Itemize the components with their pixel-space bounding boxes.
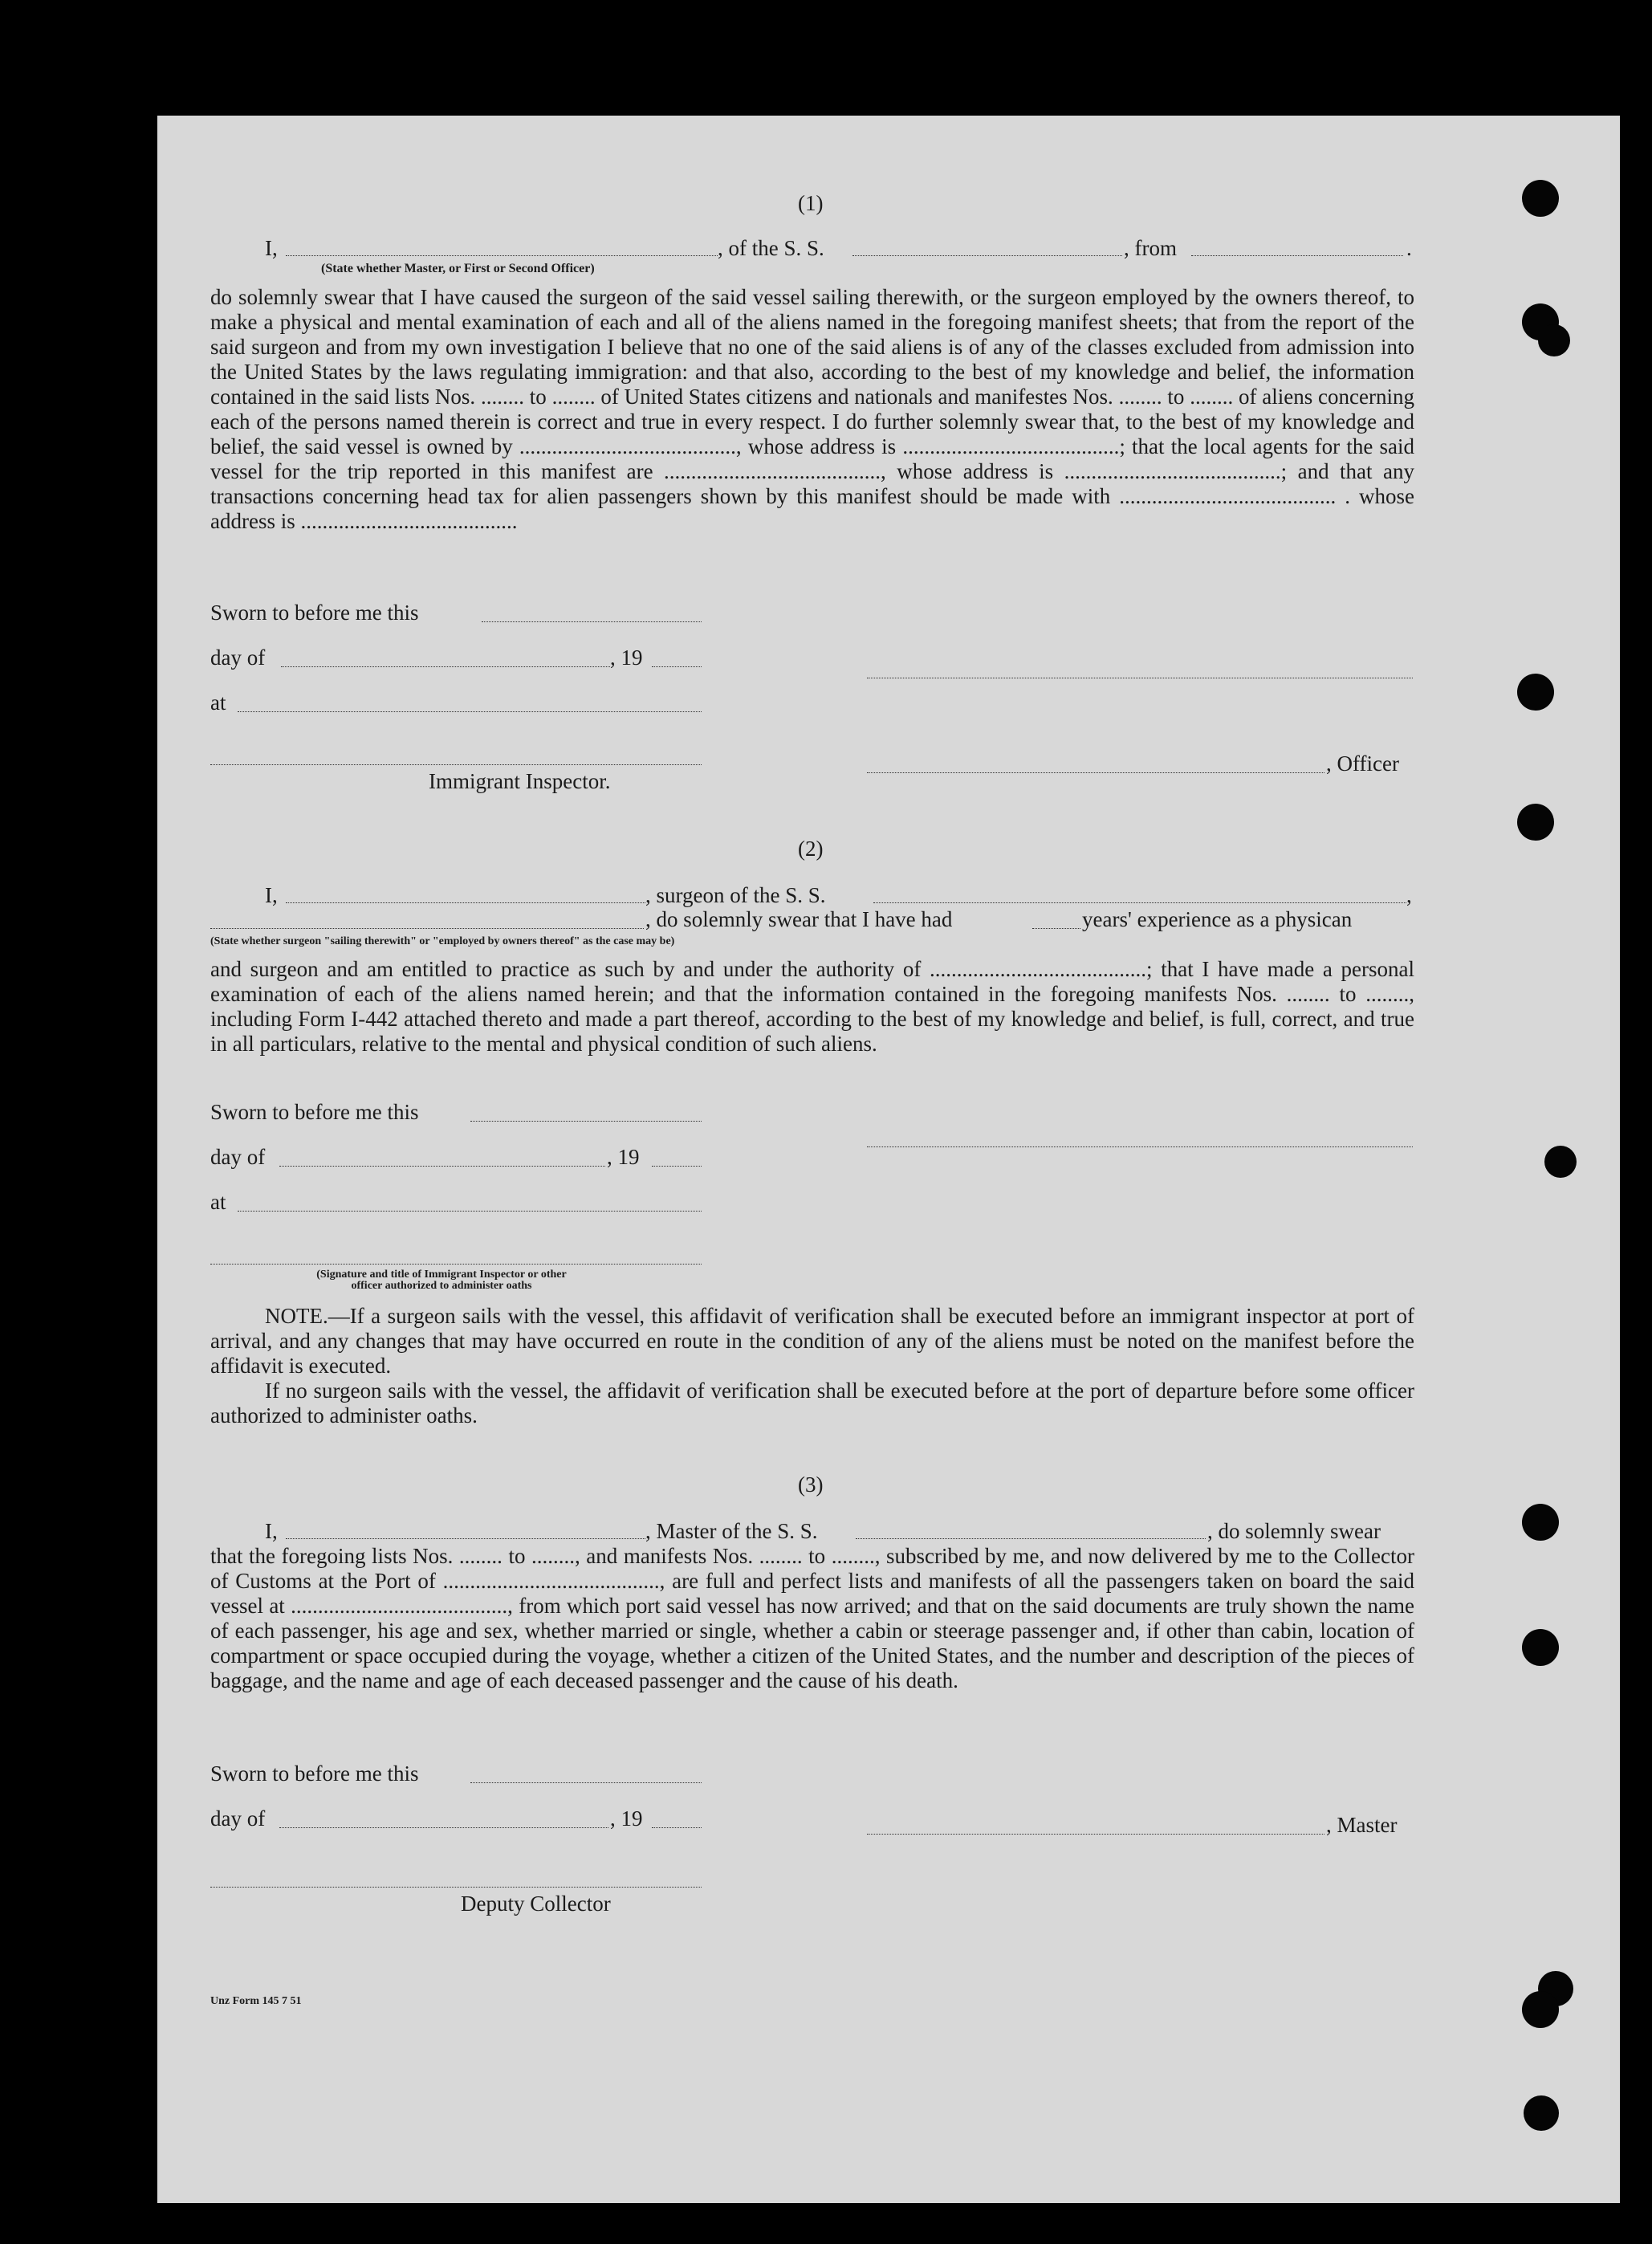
of-ss-label: , of the S. S.: [718, 236, 824, 260]
master-swear-label: , do solemnly swear: [1207, 1519, 1381, 1543]
sworn-blank: [470, 1121, 702, 1122]
collector-signature-blank: [210, 1887, 702, 1888]
surgeon-vessel-blank: [873, 902, 1406, 903]
line-end: .: [1406, 236, 1412, 260]
role-blank: [286, 255, 718, 256]
section-3-number: (3): [798, 1472, 824, 1497]
surgeon-signature-blank: [867, 1146, 1413, 1147]
inspector-label: Immigrant Inspector.: [429, 769, 611, 793]
section-3-i: I,: [265, 1519, 278, 1543]
section-1-oath-text: do solemnly swear that I have caused the surgeon of the said vessel sailing therewith, or the surgeon employed by the owners thereof, to make a physical and mental examination of each and all of the aliens named in the foregoing manifest sheets; that from the report of the said surgeon and from my own investigation I believe that no one of the said aliens is of any of the classes excluded from admission into the United States by the laws regulating immigration: and that also, according to the best of my knowledge and belief, the information contained in the said lists Nos. ........ to ........ of United States citizens and nationals and manifestes Nos. ........ to ........ of aliens concerning each of the persons named therein is correct and true in every respect. I do further solemnly swear that, to the best of my knowledge and belief, the said vessel is owned by ........................................, whose address is ........................................; that the local agents for the said vessel for the trip reported in this manifest are ........................................, whose address is ........................................; and that any transactions concerning head tax for alien passengers shown by this manifest should be made with ........................................ . whose address is ........................................: [210, 285, 1414, 533]
note-paragraph-1: NOTE.—If a surgeon sails with the vessel, this affidavit of verification shall be executed before an immigrant inspector at port of arrival, and any changes that may have occurred en route in the condition of any of the aliens must be noted on the manifest before the affidavit is executed.: [210, 1304, 1414, 1378]
section-2-oath-text: and surgeon and am entitled to practice as such by and under the authority of ........................................; that I have made a personal examination of each of the aliens named herein; and that the information contained in the foregoing manifests Nos. ........ to ........, including Form I-442 attached thereto and made a part thereof, according to the best of my knowledge and belief, is full, correct, and true in all particulars, relative to the mental and physical condition of such aliens.: [210, 957, 1414, 1056]
year-label: , 19: [610, 646, 643, 670]
section-2-i: I,: [265, 883, 278, 907]
binder-hole: [1524, 2095, 1559, 2131]
vessel-name-blank: [852, 255, 1122, 256]
year-label: , 19: [610, 1806, 643, 1831]
binder-hole: [1522, 1629, 1559, 1666]
day-blank: [281, 666, 610, 667]
master-label: , Master: [1326, 1813, 1398, 1837]
binder-hole: [1538, 324, 1570, 356]
binder-hole: [1544, 1146, 1577, 1178]
day-of-label: day of: [210, 1806, 266, 1831]
surgeon-of-ss-label: , surgeon of the S. S.: [645, 883, 826, 907]
surgeon-name-blank: [286, 902, 645, 903]
day-of-label: day of: [210, 1145, 266, 1169]
deputy-collector-label: Deputy Collector: [461, 1892, 611, 1916]
signature-note-1: (Signature and title of Immigrant Inspector or other: [316, 1269, 567, 1281]
surgeon-note: (State whether surgeon "sailing therewith" or "employed by owners thereof" as the case may be): [210, 935, 675, 947]
signature-note-2: officer authorized to administer oaths: [351, 1280, 532, 1292]
swear-label: , do solemnly swear that I have had: [645, 907, 953, 931]
note-paragraph-2: If no surgeon sails with the vessel, the affidavit of verification shall be executed before at the port of departure before some officer authorized to administer oaths.: [210, 1379, 1414, 1427]
officer-signature-blank: [867, 772, 1324, 773]
sworn-label: Sworn to before me this: [210, 1761, 419, 1786]
sworn-blank: [470, 1782, 702, 1783]
binder-hole: [1522, 180, 1559, 217]
section-3-oath-text: that the foregoing lists Nos. ........ to ........, and manifests Nos. ........ to ........, subscribed by me, and now delivered by me to the Collector of Customs at the Port of ........................................, are full and perfect lists and manifests of all the passengers taken on board the said vessel at ........................................, from which port said vessel has now arrived; and that on the said documents are truly shown the name of each passenger, his age and sex, whether married or single, whether a cabin or steerage passenger and, if other than cabin, location of compartment or space occupied during the voyage, whether a citizen of the United States, and the number and description of the pieces of baggage, and the name and age of each deceased passenger and the cause of his death.: [210, 1544, 1414, 1692]
sworn-label: Sworn to before me this: [210, 601, 419, 625]
year-label: , 19: [607, 1145, 640, 1169]
year-blank: [652, 1166, 702, 1167]
at-blank: [238, 711, 702, 712]
binder-hole: [1522, 1991, 1559, 2028]
years-label: years' experience as a physican: [1082, 907, 1353, 931]
from-label: , from: [1124, 236, 1177, 260]
role-note: (State whether Master, or First or Second Officer): [321, 262, 595, 275]
at-label: at: [210, 690, 226, 715]
binder-hole: [1522, 1504, 1559, 1541]
from-port-blank: [1191, 255, 1403, 256]
section-2-number: (2): [798, 837, 824, 861]
inspector-signature-blank: [210, 764, 702, 765]
master-signature-blank: [867, 1834, 1324, 1835]
inspector-signature-blank: [210, 1264, 702, 1265]
surgeon-status-blank: [210, 928, 644, 929]
sworn-label: Sworn to before me this: [210, 1100, 419, 1124]
form-identifier: Unz Form 145 7 51: [210, 1995, 302, 2007]
master-vessel-blank: [856, 1538, 1206, 1539]
master-of-ss-label: , Master of the S. S.: [645, 1519, 818, 1543]
section-1-number: (1): [798, 191, 824, 215]
year-blank: [652, 1827, 702, 1828]
day-blank: [279, 1166, 605, 1167]
year-blank: [652, 666, 702, 667]
binder-hole: [1517, 674, 1554, 711]
at-blank: [238, 1211, 702, 1212]
binder-hole: [1517, 804, 1554, 841]
at-label: at: [210, 1190, 226, 1214]
officer-label: , Officer: [1326, 751, 1399, 776]
sworn-blank: [482, 621, 702, 622]
master-name-blank: [286, 1538, 645, 1539]
years-blank: [1032, 928, 1080, 929]
line-end: ,: [1406, 883, 1412, 907]
day-blank: [279, 1827, 608, 1828]
section-1-i: I,: [265, 236, 278, 260]
day-of-label: day of: [210, 646, 266, 670]
